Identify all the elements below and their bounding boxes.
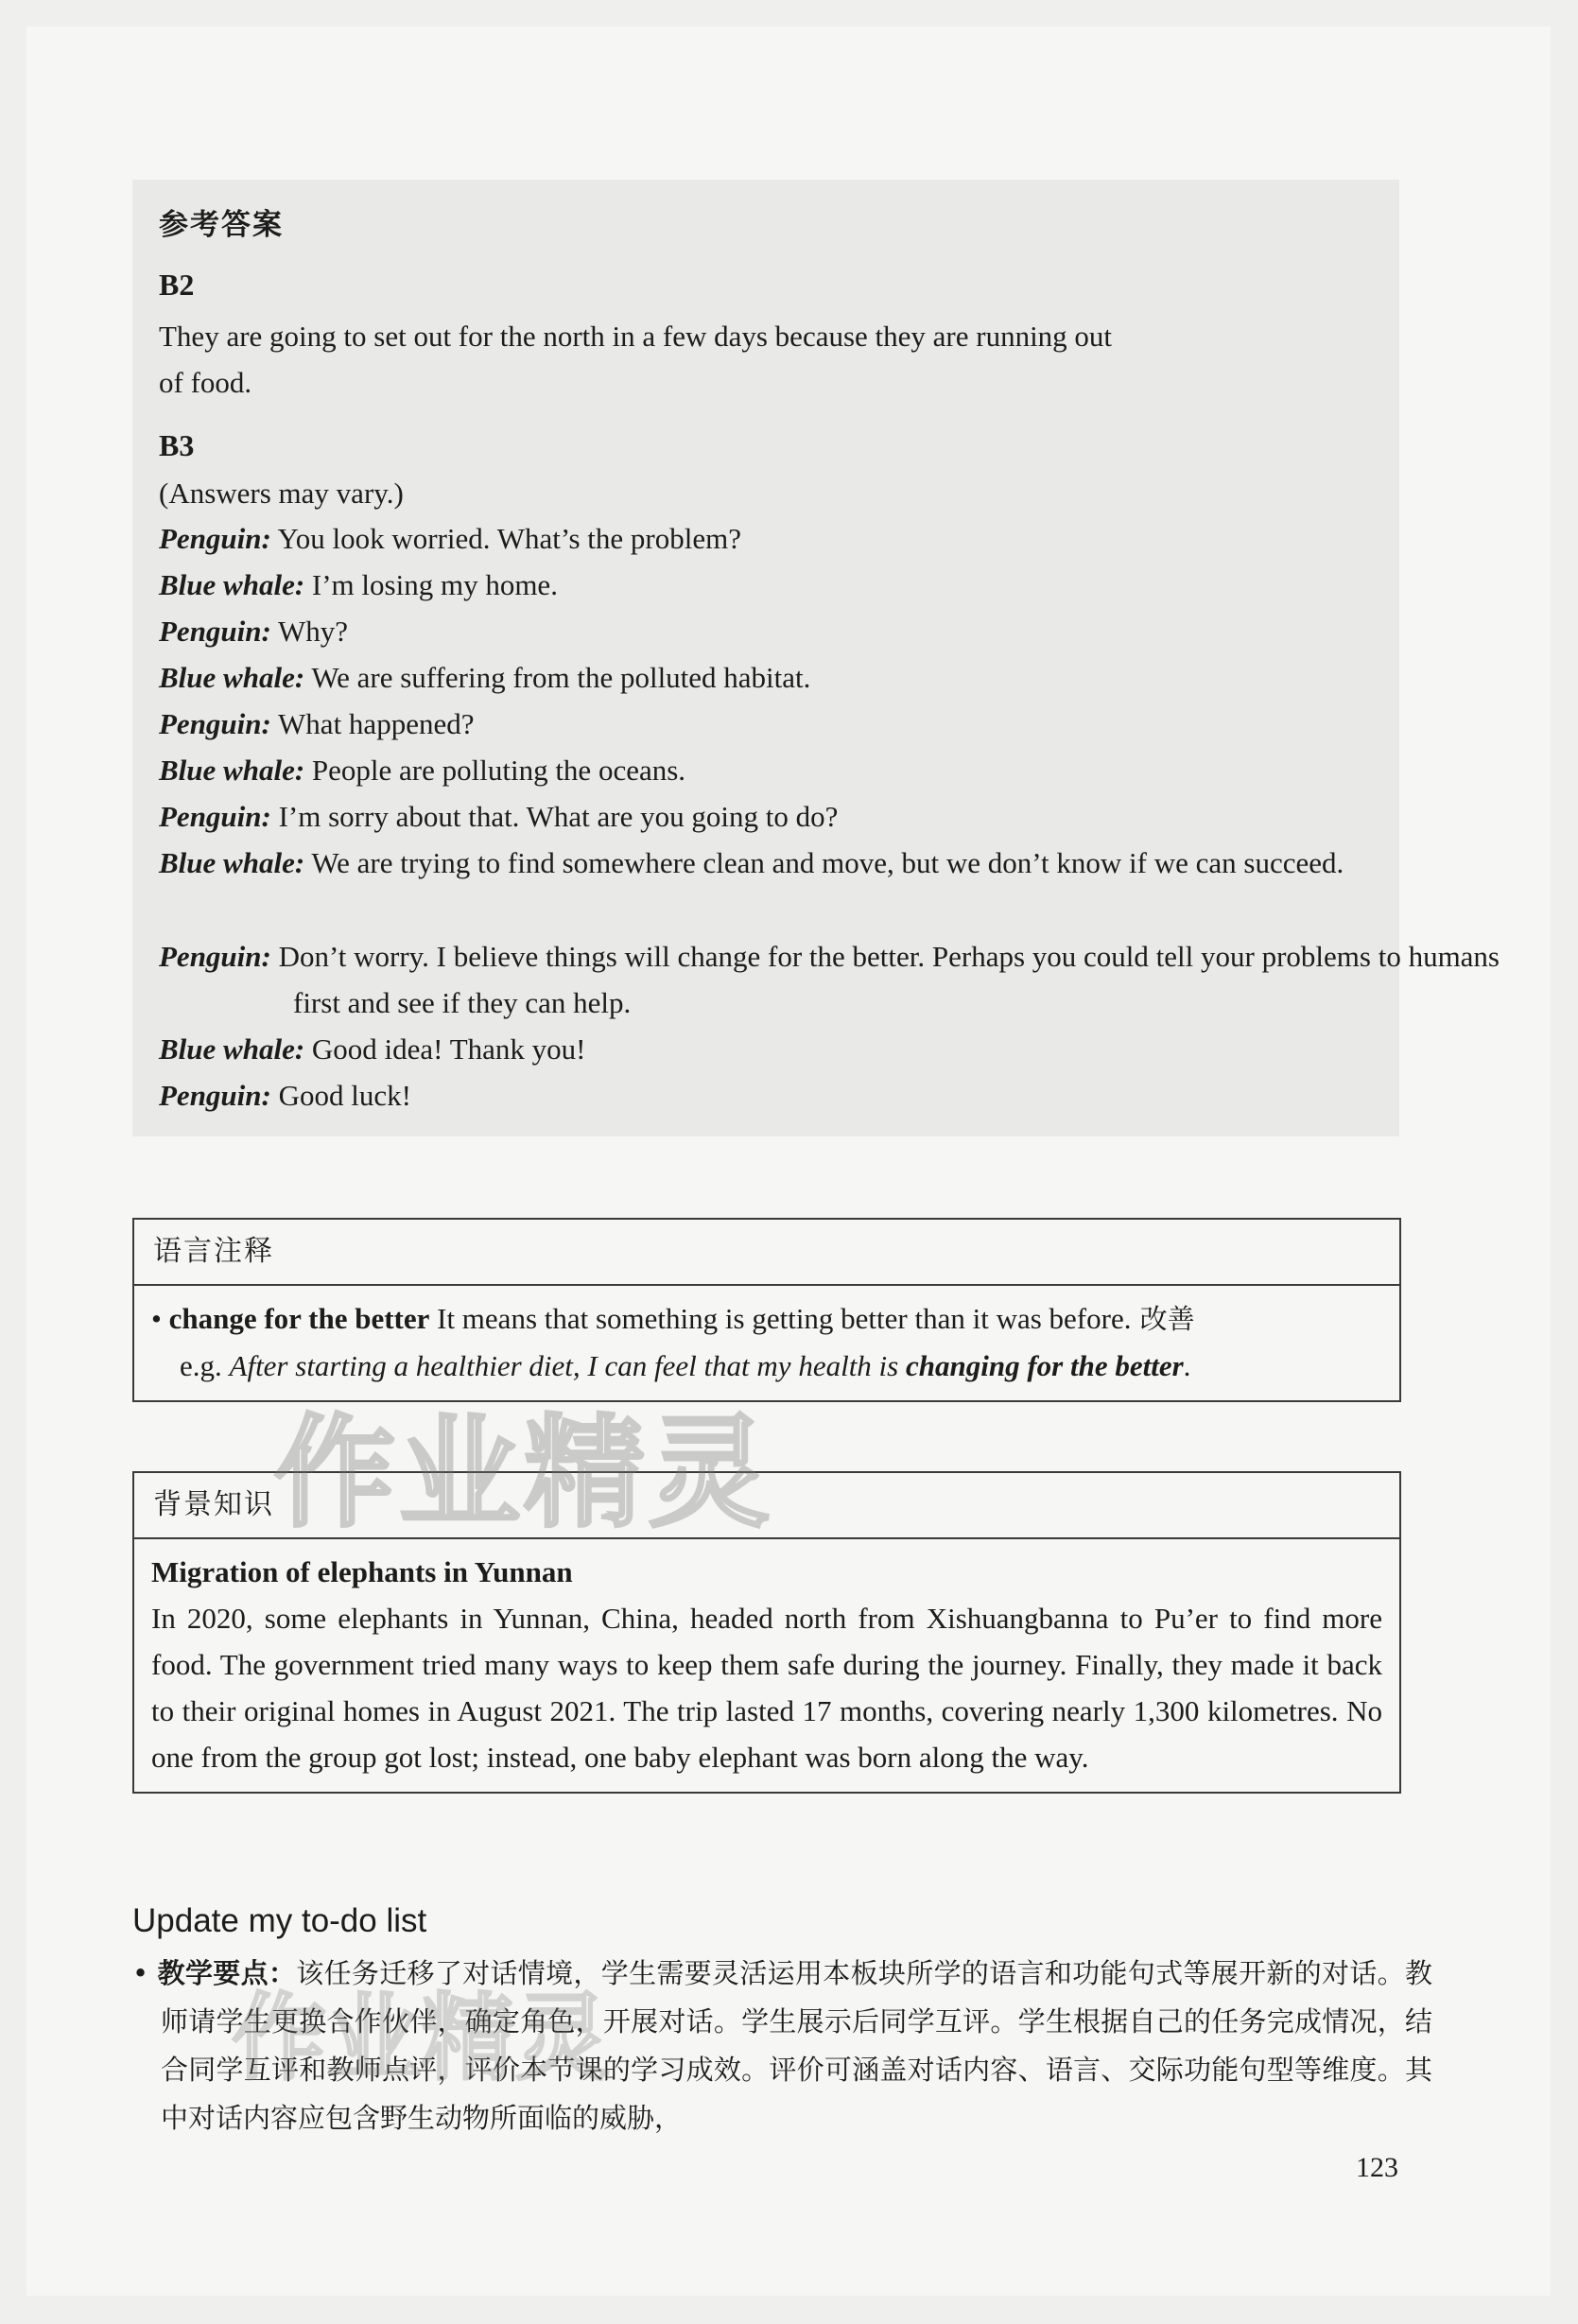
example-end: . <box>1183 1349 1191 1382</box>
dialogue-line <box>159 701 1388 747</box>
dialogue-line <box>159 1072 1388 1119</box>
note-translation: 改善 <box>1131 1303 1195 1335</box>
utterance: Don’t worry. I believe things will change for the better. Perhaps you could tell your problems to humans first and see if they can help. <box>270 940 1500 1019</box>
speaker: Blue whale: <box>159 568 305 601</box>
watermark: 作业精灵 <box>274 1403 774 1544</box>
note-definition: It means that something is getting better than it was before. <box>429 1302 1132 1335</box>
background-body <box>134 1539 1399 1792</box>
note-term: change for the better <box>168 1302 430 1335</box>
speaker: Penguin: <box>159 800 271 833</box>
bullet: • <box>132 1957 149 1989</box>
bullet: • <box>151 1302 162 1335</box>
b2-line-2: of food. <box>159 366 252 399</box>
speaker: Blue whale: <box>159 661 305 694</box>
speaker: Blue whale: <box>159 1032 305 1066</box>
speaker: Penguin: <box>159 1079 271 1112</box>
example-sentence: After starting a healthier diet, I can feel that my health is <box>229 1349 906 1382</box>
language-note-box <box>132 1218 1401 1402</box>
dialogue-line <box>159 562 1388 608</box>
dialogue-line <box>159 515 1388 562</box>
answers-title: 参考答案 <box>159 208 284 242</box>
speaker: Penguin: <box>159 615 271 648</box>
background-text: In 2020, some elephants in Yunnan, China, headed north from Xishuangbanna to Pu’er to find more food. The government tried many ways to keep them safe during the journey. Finally, they made it back to their original homes in August 2021. The trip lasted 17 months, covering nearly 1,300 kilometres. No one from the group got lost; instead, one baby elephant was born along the way. <box>151 1602 1382 1774</box>
example-highlight: changing for the better <box>905 1349 1184 1382</box>
b2-heading: B2 <box>159 268 195 302</box>
speaker: Penguin: <box>159 522 271 555</box>
background-title: Migration of elephants in Yunnan <box>151 1555 573 1588</box>
utterance: We are trying to find somewhere clean and move, but we don’t know if we can succeed. <box>304 846 1344 879</box>
example-label: e.g. <box>180 1349 230 1382</box>
utterance: I’m losing my home. <box>304 568 558 601</box>
utterance: People are polluting the oceans. <box>304 754 686 787</box>
utterance: You look worried. What’s the problem? <box>270 522 741 555</box>
note-item <box>151 1295 1382 1343</box>
language-note-heading: 语言注释 <box>134 1220 1399 1286</box>
update-title: Update my to-do list <box>132 1902 427 1939</box>
utterance: I’m sorry about that. What are you going to do? <box>270 800 839 833</box>
dialogue-line <box>159 608 1388 654</box>
utterance: We are suffering from the polluted habitat. <box>304 661 811 694</box>
dialogue-line <box>159 654 1388 701</box>
speaker: Penguin: <box>159 707 271 740</box>
b3-note: (Answers may vary.) <box>159 477 404 510</box>
utterance: What happened? <box>270 707 475 740</box>
update-text: 该任务迁移了对话情境，学生需要灵活运用本板块所学的语言和功能句式等展开新的对话。教师请学生更换合作伙伴，确定角色，开展对话。学生展示后同学互评。学生根据自己的任务完成情况，结合同学互评和教师点评，评价本节课的学习成效。评价可涵盖对话内容、语言、交际功能句型等维度。其中对话内容应包含野生动物所面临的威胁， <box>161 1957 1432 2134</box>
speaker: Penguin: <box>159 940 271 973</box>
utterance: Good idea! Thank you! <box>304 1032 586 1066</box>
utterance: Good luck! <box>270 1079 411 1112</box>
b3-heading: B3 <box>159 428 195 462</box>
dialogue-line <box>159 840 1558 886</box>
dialogue-line <box>159 747 1388 793</box>
watermark-secondary: 作业精灵 <box>232 1983 610 2093</box>
background-heading: 背景知识 <box>134 1473 1399 1539</box>
speaker: Blue whale: <box>159 754 305 787</box>
dialogue-line <box>159 1026 1388 1072</box>
b2-line-1: They are going to set out for the north in a few days because they are running out <box>159 320 1113 353</box>
utterance: Why? <box>270 615 349 648</box>
speaker: Blue whale: <box>159 846 305 879</box>
page-number: 123 <box>1356 2152 1398 2183</box>
dialogue-line <box>159 793 1388 840</box>
update-label: 教学要点： <box>157 1957 297 1989</box>
dialogue-line <box>159 933 1522 1026</box>
